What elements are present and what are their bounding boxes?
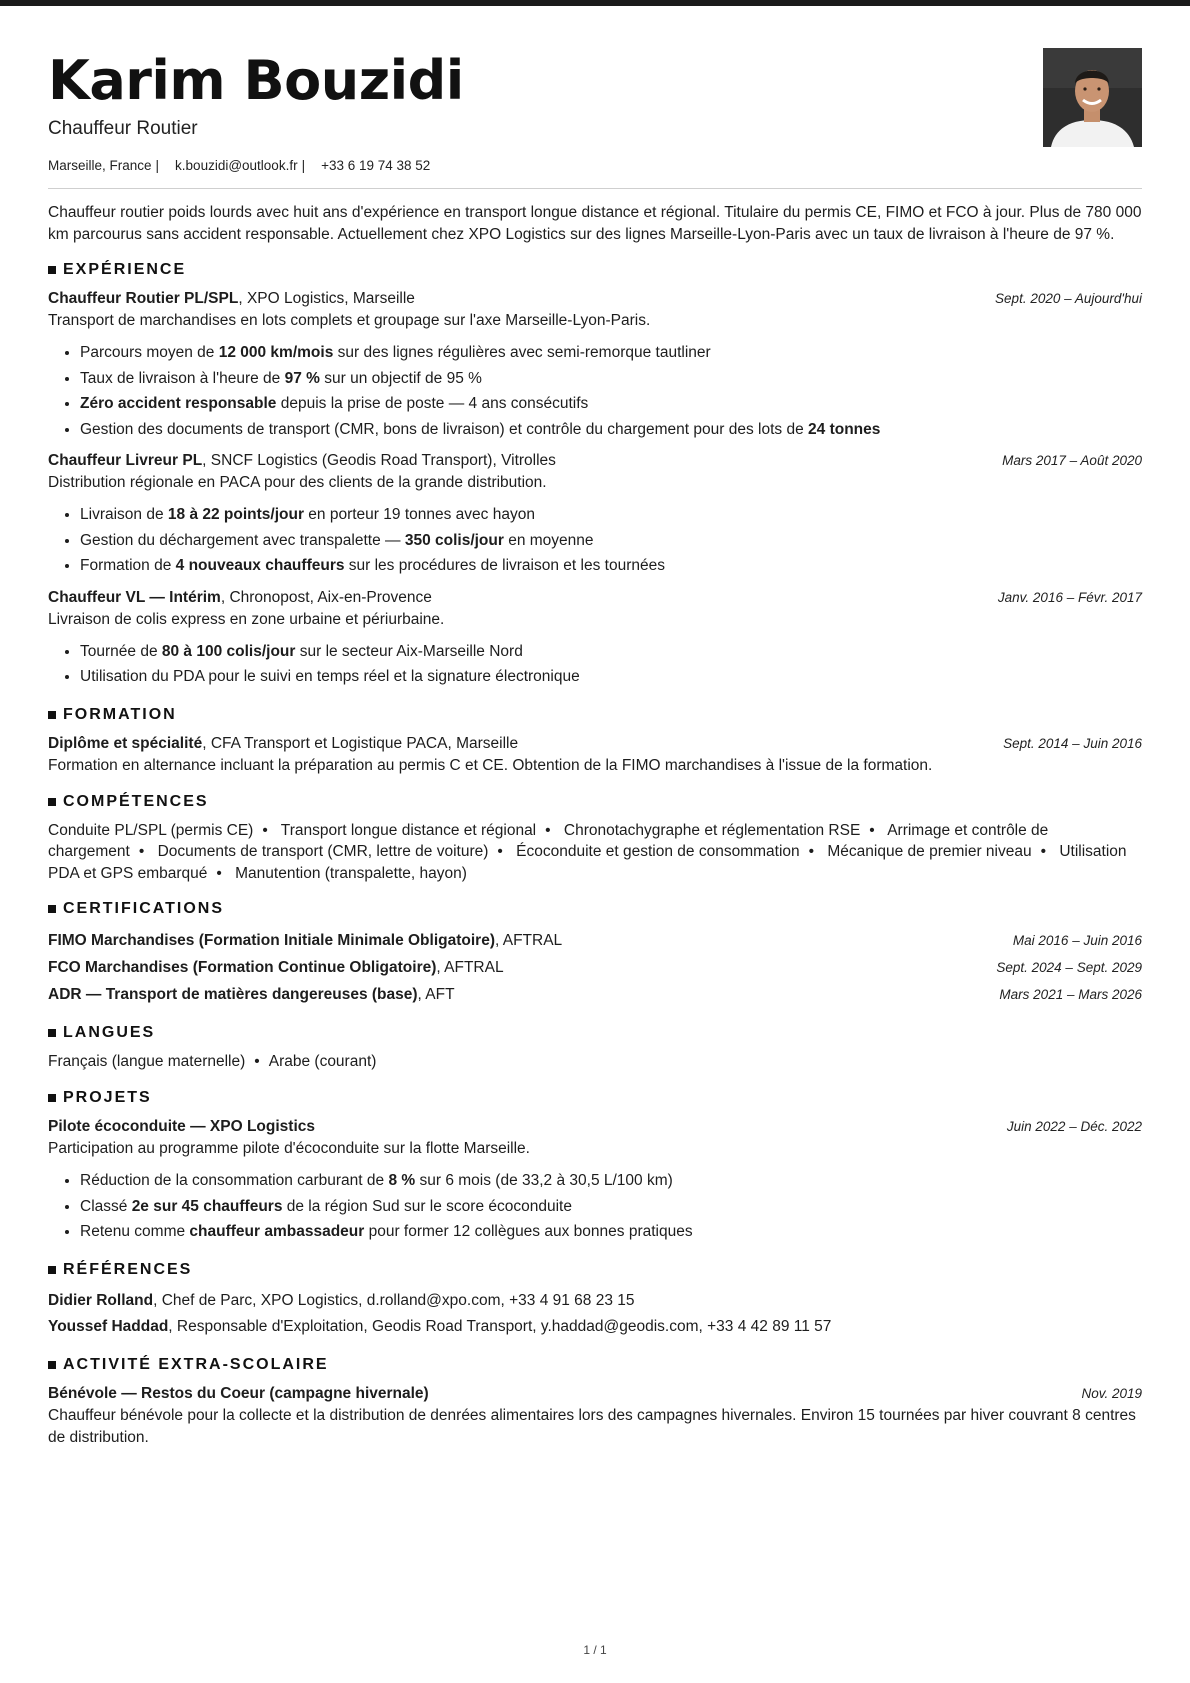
achievement-list: [48, 639, 1142, 690]
square-bullet-icon: [48, 1029, 56, 1037]
activity-entry: [48, 1383, 1142, 1449]
entry-description: Chauffeur bénévole pour la collecte et la distribution de denrées alimentaires lors des campagnes hivernales. Environ 15 tournées par hiver couvrant 8 centres de distribution.: [48, 1406, 1136, 1446]
skill-item: Utilisation PDA et GPS embarqué: [48, 843, 1127, 882]
square-bullet-icon: [48, 1094, 56, 1102]
achievement-list: [48, 502, 1142, 579]
company: , SNCF Logistics (Geodis Road Transport), Vitrolles: [202, 452, 556, 469]
section-heading: ACTIVITÉ EXTRA-SCOLAIRE: [48, 1356, 1142, 1374]
list-item: • Réduction de la consommation carburant de 8 % sur 6 mois (de 33,2 à 30,5 L/100 km): [80, 1168, 1142, 1194]
dates: Sept. 2024 – Sept. 2029: [996, 960, 1142, 975]
list-item: • Classé 2e sur 45 chauffeurs de la région Sud sur le score écoconduite: [80, 1194, 1142, 1220]
list-item: • Livraison de 18 à 22 points/jour en porteur 19 tonnes avec hayon: [80, 502, 1142, 528]
dates: Juin 2022 – Déc. 2022: [1006, 1119, 1142, 1134]
dates: Sept. 2020 – Aujourd'hui: [995, 291, 1142, 306]
role: Chauffeur Livreur PL: [48, 452, 203, 469]
project-title: Pilote écoconduite — XPO Logistics: [48, 1118, 315, 1135]
skill-item: Conduite PL/SPL (permis CE): [48, 821, 254, 839]
square-bullet-icon: [48, 798, 56, 806]
section-heading: LANGUES: [48, 1024, 1142, 1042]
job-title: Chauffeur Routier: [48, 118, 198, 139]
list-item: • Taux de livraison à l'heure de 97 % sur un objectif de 95 %: [80, 366, 1142, 392]
dates: Nov. 2019: [1081, 1385, 1142, 1401]
skill-item: Écoconduite et gestion de consommation: [516, 843, 800, 860]
experience-section: [48, 261, 1142, 690]
activities-section: [48, 1356, 1142, 1449]
experience-entry: [48, 288, 1142, 442]
resume-header: [48, 44, 1142, 190]
email: k.bouzidi@outlook.fr: [175, 158, 298, 173]
candidate-name: Karim Bouzidi: [48, 49, 464, 112]
section-heading: FORMATION: [48, 706, 1142, 724]
section-heading: COMPÉTENCES: [48, 793, 1142, 811]
list-item: • Gestion du déchargement avec transpalette — 350 colis/jour en moyenne: [80, 528, 1142, 554]
list-item: • Parcours moyen de 12 000 km/mois sur des lignes régulières avec semi-remorque tautliner: [80, 340, 1142, 366]
role: Chauffeur Routier PL/SPL: [48, 290, 239, 307]
company: , XPO Logistics, Marseille: [238, 290, 415, 307]
top-bar: [0, 0, 1190, 6]
references-section: [48, 1261, 1142, 1340]
dates: Sept. 2014 – Juin 2016: [1003, 735, 1142, 751]
activity-title: Bénévole — Restos du Coeur (campagne hivernale): [48, 1384, 429, 1402]
achievement-list: [48, 340, 1142, 442]
profile-photo: [1043, 48, 1142, 147]
list-item: • Zéro accident responsable depuis la prise de poste — 4 ans consécutifs: [80, 391, 1142, 417]
reference-item: Youssef Haddad, Responsable d'Exploitation, Geodis Road Transport, y.haddad@geodis.com, +33 4 42 89 11 57: [48, 1317, 832, 1335]
list-item: • Tournée de 80 à 100 colis/jour sur le secteur Aix-Marseille Nord: [80, 639, 1142, 665]
square-bullet-icon: [48, 266, 56, 274]
list-item: • Gestion des documents de transport (CMR, bons de livraison) et contrôle du chargement pour des lots de 24 tonnes: [80, 417, 1142, 443]
dates: Mai 2016 – Juin 2016: [1012, 933, 1142, 948]
skills-list: Conduite PL/SPL (permis CE) • Transport longue distance et régional • Chronotachygraphe et réglementation RSE • Arrimage et contrôle de chargement • Documents de transport (CMR, lettre de voiture) • Écoconduite et gestion de consommation • Mécanique de premier niveau • Utilisation PDA et GPS embarqué • Manutention (transpalette, hayon): [48, 821, 1127, 882]
degree: Diplôme et spécialité: [48, 734, 203, 752]
projects-section: [48, 1089, 1142, 1245]
entry-description: Distribution régionale en PACA pour des clients de la grande distribution.: [48, 474, 547, 491]
location: Marseille, France: [48, 158, 152, 173]
section-heading: EXPÉRIENCE: [48, 261, 1142, 279]
resume-page: [48, 44, 1142, 1453]
entry-description: Transport de marchandises en lots complets et groupage sur l'axe Marseille-Lyon-Paris.: [48, 312, 651, 329]
reference-item: Didier Rolland, Chef de Parc, XPO Logistics, d.rolland@xpo.com, +33 4 91 68 23 15: [48, 1291, 635, 1309]
square-bullet-icon: [48, 905, 56, 913]
education-entry: [48, 733, 1142, 777]
square-bullet-icon: [48, 1361, 56, 1369]
page-number: 1 / 1: [583, 1643, 607, 1657]
dates: Janv. 2016 – Févr. 2017: [997, 589, 1142, 605]
phone: +33 6 19 74 38 52: [321, 158, 431, 173]
language-item: Arabe (courant): [268, 1053, 377, 1070]
languages-section: [48, 1024, 1142, 1073]
dates: Mars 2017 – Août 2020: [1002, 453, 1142, 468]
languages-list: Français (langue maternelle) • Arabe (courant): [48, 1053, 377, 1070]
certification-item: FIMO Marchandises (Formation Initiale Minimale Obligatoire), AFTRAL Mai 2016 – Juin 2016: [48, 927, 1142, 954]
skill-item: Manutention (transpalette, hayon): [235, 864, 467, 882]
entry-description: Participation au programme pilote d'écoconduite sur la flotte Marseille.: [48, 1140, 530, 1157]
school: , CFA Transport et Logistique PACA, Marseille: [202, 734, 519, 752]
experience-entry: [48, 587, 1142, 690]
section-heading: PROJETS: [48, 1089, 1142, 1107]
entry-description: Livraison de colis express en zone urbaine et périurbaine.: [48, 610, 445, 628]
section-heading: CERTIFICATIONS: [48, 900, 1142, 918]
achievement-list: [48, 1168, 1142, 1245]
square-bullet-icon: [48, 711, 56, 719]
skills-section: [48, 793, 1142, 885]
contact-line: Marseille, France | k.bouzidi@outlook.fr | +33 6 19 74 38 52: [48, 158, 431, 173]
section-heading: RÉFÉRENCES: [48, 1261, 1142, 1279]
skill-item: Mécanique de premier niveau: [827, 843, 1032, 860]
project-entry: [48, 1116, 1142, 1245]
skill-item: Arrimage et contrôle de chargement: [48, 821, 1049, 860]
skill-item: Transport longue distance et régional: [280, 821, 537, 839]
education-section: [48, 706, 1142, 777]
certifications-section: [48, 900, 1142, 1008]
list-item: • Formation de 4 nouveaux chauffeurs sur les procédures de livraison et les tournées: [80, 553, 1142, 579]
profile-summary: Chauffeur routier poids lourds avec huit ans d'expérience en transport longue distance et régional. Titulaire du permis CE, FIMO et FCO à jour. Plus de 780 000 km parcourus sans accident responsable. Actuellement chez XPO Logistics sur des lignes Marseille-Lyon-Paris avec un taux de livraison à l'heure de 97 %.: [48, 204, 1142, 243]
entry-description: Formation en alternance incluant la préparation au permis C et CE. Obtention de la FIMO marchandises à l'issue de la formation.: [48, 756, 933, 774]
experience-entry: [48, 450, 1142, 579]
skill-item: Chronotachygraphe et réglementation RSE: [563, 821, 861, 839]
certification-item: ADR — Transport de matières dangereuses (base), AFT Mars 2021 – Mars 2026: [48, 981, 1142, 1008]
language-item: Français (langue maternelle): [48, 1053, 246, 1070]
list-item: • Retenu comme chauffeur ambassadeur pour former 12 collègues aux bonnes pratiques: [80, 1219, 1142, 1245]
list-item: • Utilisation du PDA pour le suivi en temps réel et la signature électronique: [80, 664, 1142, 690]
dates: Mars 2021 – Mars 2026: [999, 987, 1142, 1002]
square-bullet-icon: [48, 1266, 56, 1274]
company: , Chronopost, Aix-en-Provence: [220, 588, 432, 606]
skill-item: Documents de transport (CMR, lettre de voiture): [157, 843, 489, 860]
certification-item: FCO Marchandises (Formation Continue Obligatoire), AFTRAL Sept. 2024 – Sept. 2029: [48, 954, 1142, 981]
header-divider: [48, 188, 1142, 189]
role: Chauffeur VL — Intérim: [48, 588, 221, 606]
